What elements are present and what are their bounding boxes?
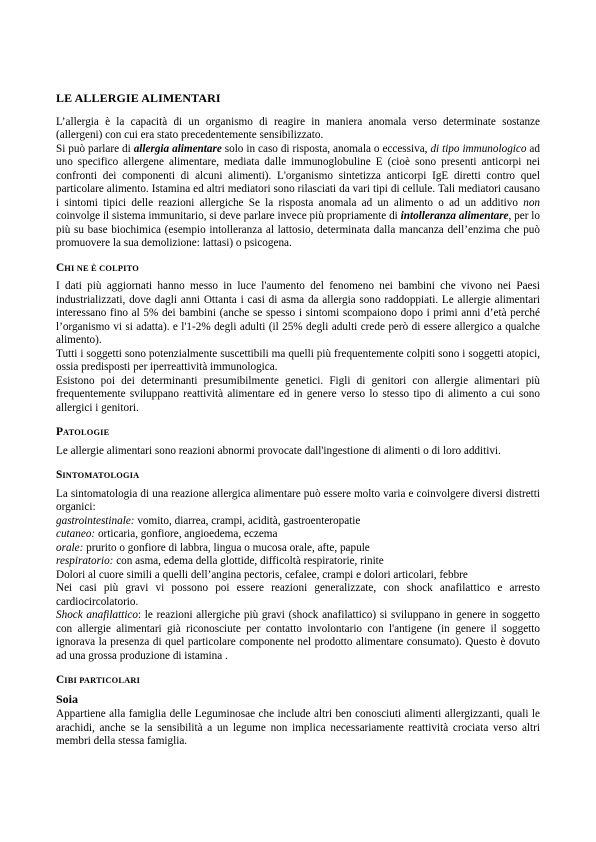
intro-text: Si può parlare di [56, 142, 134, 155]
term-non: non [523, 196, 540, 209]
heading-rest: IBI PARTICOLARI [64, 676, 141, 685]
section-heading-sintomatologia [56, 469, 540, 483]
term-tipo-immunologico: di tipo immunologico [430, 142, 527, 155]
document-title: LE ALLERGIE ALIMENTARI [56, 91, 221, 105]
term-intolleranza-alimentare: intolleranza alimentare [400, 210, 509, 222]
sintomatologia-paragraph-1: La sintomatologia di una reazione allergica alimentare può essere molto varia e coinvolgere diversi distretti organici: [56, 487, 540, 513]
intro-text: ad uno specifico allergene alimentare, mediata dalle immunoglobuline E (cioè sono presenti anticorpi nei confronti dei componenti di alcuni alimenti). L'organismo sintetizza anticorpi IgE diretti contro quel particolare alimento. Istamina ed altri mediatori sono rilasciati da vari tipi di cellule. Tali mediatori causano i sintomi tipici delle reazioni allergiche Se la risposta anomala ad un alimento o ad un additivo [56, 142, 540, 209]
term-shock-anafilattico: Shock anafilattico [56, 609, 138, 621]
shock-text: : le reazioni allergiche più gravi (shock anafilattico) si sviluppano in genere in soggetto con allergie alimentari già riconosciute per contatto involontario con l'antigene (in genere il soggetto ignorava la presenza di quel particolare componente nel prodotto alimentare consumato). Questo è dovuto ad una grossa produzione di istamina . [56, 609, 540, 662]
chi-paragraph-1: I dati più aggiornati hanno messo in luce l'aumento del fenomeno nei bambini che vivono nei Paesi industrializzati, dove dagli anni Ottanta i casi di asma da allergia sono raddoppiati. Le allergie alimentari interessano fino al 5% dei bambini (anche se spesso i sintomi scompaiono dopo i primi anni d’età perché l’organismo vi si adatta). e l'1-2% degli adulti (il 25% degli adulti crede però di essere allergico a qualche alimento). [56, 280, 540, 346]
symptom-label: gastrointestinale: [56, 514, 135, 527]
heading-rest: HI NE È COLPITO [64, 263, 139, 273]
subheading-soia: Soia [56, 691, 79, 706]
symptom-text: con asma, edema della glottide, difficoltà respiratorie, rinite [113, 555, 384, 567]
intro-text: solo in caso di risposta, anomala o eccessiva, [221, 142, 431, 155]
heading-initial: C [56, 674, 65, 686]
heading-initial: P [56, 426, 63, 438]
symptom-text: prurito o gonfiore di labbra, lingua o mucosa orale, afte, papule [83, 541, 370, 554]
intro-paragraph-2 [56, 143, 540, 251]
symptom-text: vomito, diarrea, crampi, acidità, gastroenteropatie [134, 514, 361, 527]
symptom-item [56, 555, 540, 569]
soia-paragraph: Appartiene alla famiglia delle Leguminosae che include altri ben conosciuti alimenti allergizzanti, quali le arachidi, anche se la sensibilità a un legume non implica necessariamente reattività crociata verso altri membri della stessa famiglia. [56, 708, 540, 747]
sintomatologia-paragraph-2: Dolori al cuore simili a quelli dell’angina pectoris, cefalee, crampi e dolori articolari, febbre [56, 568, 468, 581]
symptom-text: orticaria, gonfiore, angioedema, eczema [95, 528, 278, 540]
symptom-label: orale: [56, 541, 84, 554]
patologie-paragraph: Le allergie alimentari sono reazioni abnormi provocate dall'ingestione di alimenti o di loro additivi. [56, 444, 501, 457]
sintomatologia-paragraph-4 [56, 609, 540, 663]
heading-rest: INTOMATOLOGIA [62, 471, 140, 480]
heading-initial: C [56, 261, 65, 274]
intro-text: , per lo più su base biochimica (esempio intolleranza al lattosio, determinata dalla mancanza dell’enzima che può promuovere la sua demolizione: lattasi) o psicogena. [56, 210, 540, 249]
section-heading-patologie [56, 426, 540, 440]
term-allergia-alimentare: allergia alimentare [133, 142, 222, 155]
heading-rest: ATOLOGIE [62, 428, 110, 437]
chi-paragraph-3: Esistono poi dei determinanti presumibilmente genetici. Figli di genitori con allergie alimentari più frequentemente sviluppano reattività alimentare ed in genere verso lo stesso tipo di alimento a cui sono allergici i genitori. [56, 374, 540, 414]
document-page [56, 92, 540, 749]
heading-initial: S [56, 469, 63, 481]
section-heading-chi-ne-e-colpito [56, 262, 540, 276]
chi-paragraph-2: Tutti i soggetti sono potenzialmente suscettibili ma quelli più frequentemente colpiti sono i soggetti atopici, ossia predisposti per iperreattività immunologica. [56, 347, 540, 373]
intro-paragraph-1: L’allergia è la capacità di un organismo di reagire in maniera anomala verso determinate sostanze (allergeni) con cui era stato precedentemente sensibilizzato. [56, 115, 540, 141]
symptom-item [56, 542, 540, 556]
symptom-label: cutaneo: [56, 528, 96, 540]
symptom-item [56, 515, 540, 529]
symptom-item [56, 528, 540, 542]
symptom-label: respiratorio: [56, 555, 114, 567]
intro-text: coinvolge il sistema immunitario, si deve parlare invece più propriamente di [56, 210, 401, 222]
sintomatologia-paragraph-3: Nei casi più gravi vi possono poi essere reazioni generalizzate, con shock anafilattico e arresto cardiocircolatorio. [56, 582, 540, 608]
section-heading-cibi-particolari [56, 674, 540, 688]
